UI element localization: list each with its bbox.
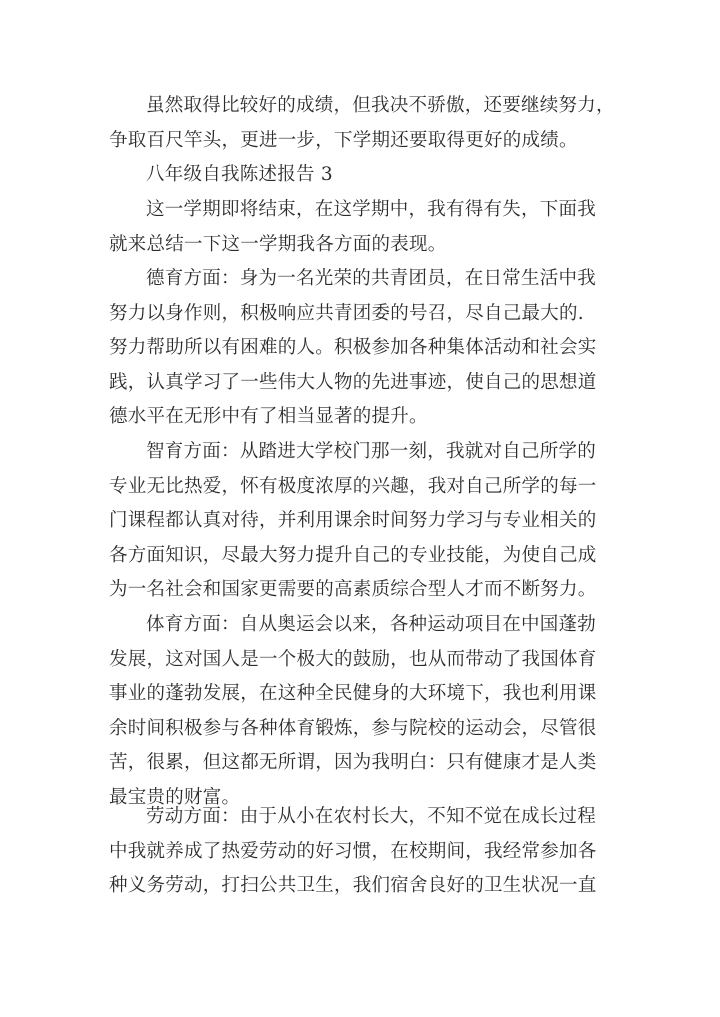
paragraph-3 [109, 193, 619, 262]
heading-line: 八年级自我陈述报告 3 [146, 164, 333, 185]
paragraph-line: 虽然取得比较好的成绩，但我决不骄傲，还要继续努力， [146, 95, 615, 116]
paragraph-line: 争取百尺竿头，更进一步，下学期还要取得更好的成绩。 [109, 129, 578, 151]
paragraph-line: 德育方面：身为一名光荣的共青团员，在日常生活中我 [146, 268, 597, 289]
paragraph-line: 门课程都认真对待，并利用课余时间努力学习与专业相关的 [109, 510, 597, 532]
paragraph-line: 为一名社会和国家更需要的高素质综合型人才而不断努力。 [109, 579, 597, 601]
paragraph-labor-education [109, 800, 619, 904]
paragraph-line: 就来总结一下这一学期我各方面的表现。 [109, 233, 447, 255]
paragraph-line: 这一学期即将结束，在这学期中，我有得有失，下面我 [146, 199, 597, 220]
paragraph-line: 专业无比热爱，怀有极度浓厚的兴趣，我对自己所学的每一 [109, 475, 597, 497]
section-heading [109, 158, 619, 193]
paragraph-line: 德水平在无形中有了相当显著的提升。 [109, 406, 428, 428]
paragraph-physical-education [109, 608, 619, 816]
paragraph-1 [109, 89, 619, 158]
paragraph-line: 种义务劳动，打扫公共卫生，我们宿舍良好的卫生状况一直 [109, 875, 597, 897]
paragraph-line: 劳动方面：由于从小在农村长大，不知不觉在成长过程 [146, 806, 597, 827]
paragraph-line: 事业的蓬勃发展，在这种全民健身的大环境下，我也利用课 [109, 683, 597, 705]
paragraph-line: 努力以身作则，积极响应共青团委的号召，尽自己最大的. [109, 302, 584, 324]
paragraph-line: 践，认真学习了一些伟大人物的先进事迹，使自己的思想道 [109, 371, 597, 393]
paragraph-line: 体育方面：自从奥运会以来，各种运动项目在中国蓬勃 [146, 614, 597, 635]
paragraph-line: 苦，很累，但这都无所谓，因为我明白：只有健康才是人类 [109, 752, 597, 774]
paragraph-moral-education [109, 262, 619, 435]
paragraph-line: 中我就养成了热爱劳动的好习惯，在校期间，我经常参加各 [109, 840, 597, 862]
paragraph-line: 最宝贵的财富。 [109, 786, 241, 808]
paragraph-line: 发展，这对国人是一个极大的鼓励，也从而带动了我国体育 [109, 648, 597, 670]
paragraph-intellectual-education [109, 435, 619, 608]
paragraph-line: 余时间积极参与各种体育锻炼，参与院校的运动会，尽管很 [109, 717, 597, 739]
paragraph-line: 各方面知识，尽最大努力提升自己的专业技能，为使自己成 [109, 544, 597, 566]
paragraph-line: 智育方面：从踏进大学校门那一刻，我就对自己所学的 [146, 441, 597, 462]
paragraph-line: 努力帮助所以有困难的人。积极参加各种集体活动和社会实 [109, 337, 597, 359]
